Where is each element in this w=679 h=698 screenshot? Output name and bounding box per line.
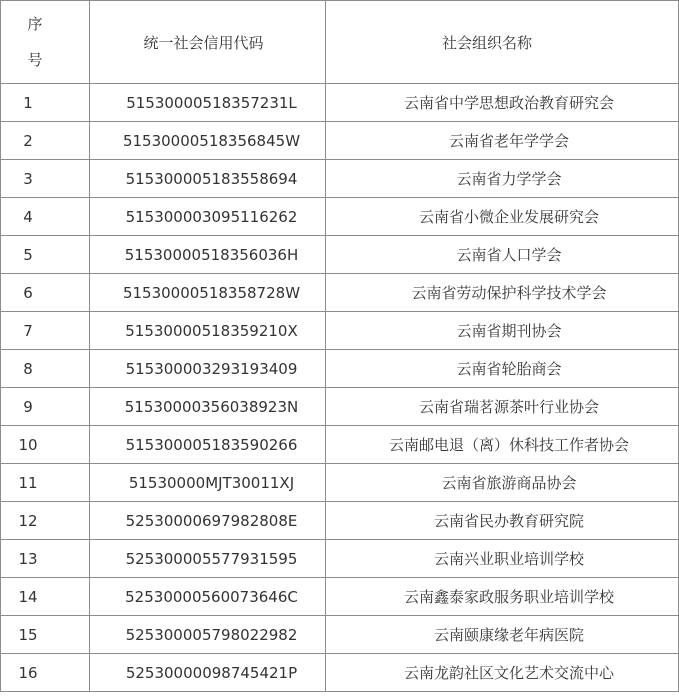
cell-serial-number: 14 xyxy=(1,578,90,616)
cell-credit-code: 525300005577931595 xyxy=(90,540,326,578)
cell-serial-number: 8 xyxy=(1,350,90,388)
table-row xyxy=(1,198,679,236)
cell-serial-number: 4 xyxy=(1,198,90,236)
table-row xyxy=(1,274,679,312)
cell-organization-name: 云南鑫泰家政服务职业培训学校 xyxy=(326,578,679,616)
cell-credit-code: 515300005183558694 xyxy=(90,160,326,198)
header-credit-code: 统一社会信用代码 xyxy=(90,1,326,84)
cell-organization-name: 云南省轮胎商会 xyxy=(326,350,679,388)
cell-serial-number: 7 xyxy=(1,312,90,350)
cell-credit-code: 525300005798022982 xyxy=(90,616,326,654)
cell-organization-name: 云南省老年学学会 xyxy=(326,122,679,160)
cell-serial-number: 9 xyxy=(1,388,90,426)
table-row xyxy=(1,502,679,540)
cell-organization-name: 云南龙韵社区文化艺术交流中心 xyxy=(326,654,679,692)
cell-serial-number: 6 xyxy=(1,274,90,312)
table-row xyxy=(1,426,679,464)
cell-organization-name: 云南兴业职业培训学校 xyxy=(326,540,679,578)
table-row xyxy=(1,236,679,274)
cell-serial-number: 16 xyxy=(1,654,90,692)
cell-serial-number: 11 xyxy=(1,464,90,502)
cell-credit-code: 51530000518356036H xyxy=(90,236,326,274)
table-row xyxy=(1,654,679,692)
cell-organization-name: 云南省中学思想政治教育研究会 xyxy=(326,84,679,122)
cell-organization-name: 云南省旅游商品协会 xyxy=(326,464,679,502)
cell-organization-name: 云南省人口学会 xyxy=(326,236,679,274)
header-serial-number xyxy=(1,1,90,84)
cell-serial-number: 1 xyxy=(1,84,90,122)
cell-credit-code: 515300003095116262 xyxy=(90,198,326,236)
cell-credit-code: 51530000518359210X xyxy=(90,312,326,350)
cell-organization-name: 云南颐康缘老年病医院 xyxy=(326,616,679,654)
header-serial-number-line1: 序 xyxy=(27,15,43,33)
cell-serial-number: 5 xyxy=(1,236,90,274)
cell-credit-code: 52530000098745421P xyxy=(90,654,326,692)
cell-organization-name: 云南省民办教育研究院 xyxy=(326,502,679,540)
table-body xyxy=(1,84,679,692)
table-row xyxy=(1,540,679,578)
cell-organization-name: 云南邮电退（离）休科技工作者协会 xyxy=(326,426,679,464)
cell-serial-number: 13 xyxy=(1,540,90,578)
table-row xyxy=(1,122,679,160)
cell-organization-name: 云南省瑞茗源茶叶行业协会 xyxy=(326,388,679,426)
header-row xyxy=(1,1,679,84)
cell-credit-code: 51530000518356845W xyxy=(90,122,326,160)
header-serial-number-line2: 号 xyxy=(27,51,43,69)
table-row xyxy=(1,616,679,654)
table-row xyxy=(1,350,679,388)
cell-organization-name: 云南省劳动保护科学技术学会 xyxy=(326,274,679,312)
cell-organization-name: 云南省期刊协会 xyxy=(326,312,679,350)
cell-credit-code: 52530000560073646C xyxy=(90,578,326,616)
cell-serial-number: 2 xyxy=(1,122,90,160)
header-organization-name: 社会组织名称 xyxy=(326,1,679,84)
cell-organization-name: 云南省小微企业发展研究会 xyxy=(326,198,679,236)
table-row xyxy=(1,160,679,198)
table-row xyxy=(1,464,679,502)
table-row xyxy=(1,578,679,616)
cell-credit-code: 515300003293193409 xyxy=(90,350,326,388)
table-row xyxy=(1,388,679,426)
cell-serial-number: 12 xyxy=(1,502,90,540)
cell-credit-code: 515300005183590266 xyxy=(90,426,326,464)
cell-serial-number: 15 xyxy=(1,616,90,654)
cell-credit-code: 52530000697982808E xyxy=(90,502,326,540)
cell-credit-code: 51530000518357231L xyxy=(90,84,326,122)
cell-serial-number: 3 xyxy=(1,160,90,198)
cell-organization-name: 云南省力学学会 xyxy=(326,160,679,198)
table-row xyxy=(1,312,679,350)
cell-credit-code: 51530000MJT30011XJ xyxy=(90,464,326,502)
cell-credit-code: 51530000518358728W xyxy=(90,274,326,312)
table-row xyxy=(1,84,679,122)
cell-credit-code: 51530000356038923N xyxy=(90,388,326,426)
table-header xyxy=(1,1,679,84)
cell-serial-number: 10 xyxy=(1,426,90,464)
